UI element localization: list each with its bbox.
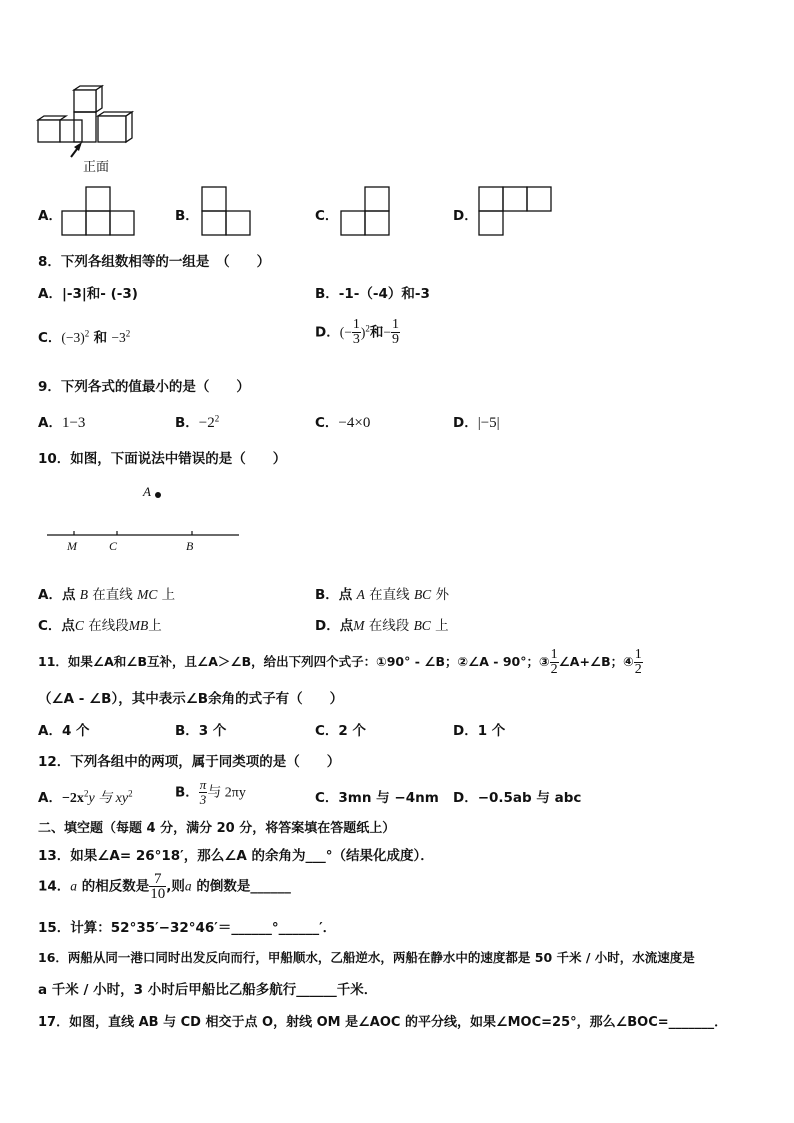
q11-option-b[interactable]: B．3 个 [175, 723, 227, 739]
q12-option-a[interactable]: A．$-2x^2y$ 与 $xy^2$ [38, 788, 133, 806]
point-m-label: M [67, 539, 77, 553]
q8-option-d-label: D． [315, 324, 340, 341]
q9-option-b[interactable]: B．$-2^2$ [175, 413, 220, 431]
q16-stem-line2: a 千米 / 小时，3 小时后甲船比乙船多航行______千米． [38, 982, 378, 998]
q12-option-b[interactable]: B． $\frac{\pi}{3}$ 与 2πy [175, 777, 246, 807]
line-segment-figure [45, 485, 245, 555]
q10-option-a[interactable]: A．点 B 在直线 MC 上 [38, 587, 176, 603]
q7-option-c-figure [340, 186, 392, 238]
q8-option-c[interactable]: C．$(-3)^2$ 和 $-3^2$ [38, 328, 131, 346]
front-view-label: 正面 [83, 160, 110, 175]
q10-option-b[interactable]: B．点 A 在直线 BC 外 [315, 587, 449, 603]
fraction-one-ninth: $\frac{1}{9}$ [391, 317, 399, 347]
q16-stem-line1: 16．两船从同一港口同时出发反向而行，甲船顺水，乙船逆水，两船在静水中的速度都是 50 千米 / 小时，水流速度是 [38, 950, 695, 965]
q9-option-c[interactable]: C．−4×0 [315, 415, 371, 431]
q10-option-c[interactable]: C．点C 在线段MB上 [38, 618, 162, 634]
q14-stem: 14．a 的相反数是 $\frac{7}{10}$ ,则a 的倒数是______ [38, 871, 291, 902]
q12-option-d[interactable]: D．−0.5ab 与 abc [453, 790, 582, 806]
q17-stem: 17．如图，直线 AB 与 CD 相交于点 O，射线 OM 是∠AOC 的平分线，如果∠MOC=25°，那么∠BOC=_______． [38, 1015, 728, 1030]
q11-option-a[interactable]: A．4 个 [38, 723, 90, 739]
q7-option-b-label[interactable]: B． [175, 208, 199, 224]
q7-option-d-label[interactable]: D． [453, 208, 478, 224]
q11-option-d[interactable]: D．1 个 [453, 723, 506, 739]
point-a-dot [155, 492, 161, 498]
q9-stem: 9．下列各式的值最小的是（ ） [38, 379, 250, 395]
q12-option-c[interactable]: C．3mn 与 −4nm [315, 790, 439, 806]
q11-stem-line2: （∠A - ∠B），其中表示∠B余角的式子有（ ） [38, 691, 344, 707]
fraction-one-third: $\frac{1}{3}$ [352, 317, 360, 347]
q12-stem: 12．下列各组中的两项，属于同类项的是（ ） [38, 754, 341, 770]
q7-option-a-label[interactable]: A． [38, 208, 62, 224]
q11-option-c[interactable]: C．2 个 [315, 723, 367, 739]
q10-option-d[interactable]: D．点M 在线段 BC 上 [315, 618, 449, 634]
q9-option-d[interactable]: D．|−5| [453, 415, 500, 431]
q10-stem: 10．如图，下面说法中错误的是（ ） [38, 451, 287, 467]
q8-option-a[interactable]: A．|-3|和- (-3) [38, 286, 138, 302]
q8-stem: 8．下列各组数相等的一组是 （ ） [38, 254, 271, 270]
section-two-heading: 二、填空题（每题 4 分，满分 20 分，将答案填在答题纸上） [38, 821, 396, 836]
point-b-label: B [186, 539, 194, 553]
q15-stem: 15．计算：52°35′−32°46′＝______°______′． [38, 920, 337, 936]
q8-option-c-label: C． [38, 330, 62, 346]
q9-option-a[interactable]: A．1−3 [38, 415, 86, 431]
q11-stem-line1: 11．如果∠A和∠B互补，且∠A＞∠B，给出下列四个式子：①90° - ∠B；②∠A - 90°；③ $\frac{1}{2}$ ∠A+∠B；④ $\frac{1}{2}$ [38, 647, 642, 677]
q8-option-b[interactable]: B．-1-（-4）和-3 [315, 286, 430, 302]
q7-option-d-figure [478, 186, 554, 238]
q7-option-b-figure [201, 186, 253, 238]
q13-stem: 13．如果∠A= 26°18′，那么∠A 的余角为___°（结果化成度）． [38, 848, 434, 864]
q7-option-c-label[interactable]: C． [315, 208, 339, 224]
point-a-label: A [143, 484, 151, 499]
q8-option-d[interactable]: D．(− $\frac{1}{3}$ )$^2$和− $\frac{1}{9}$ [315, 317, 399, 347]
point-c-label: C [109, 539, 118, 553]
q7-option-a-figure [62, 186, 138, 238]
